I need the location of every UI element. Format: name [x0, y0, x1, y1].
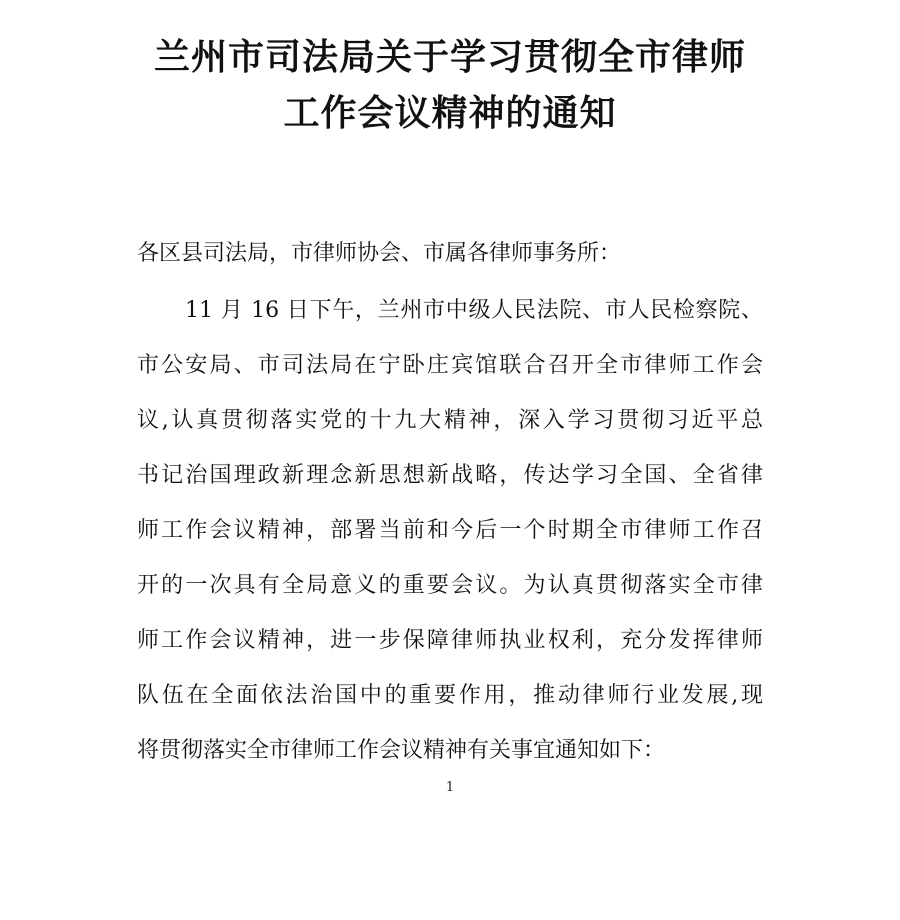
paragraph-line-3: 议,认真贯彻落实党的十九大精神，深入学习贯彻习近平总 [137, 408, 763, 433]
document-title [0, 30, 900, 142]
paragraph-line-2: 市公安局、市司法局在宁卧庄宾馆联合召开全市律师工作会 [137, 353, 763, 378]
paragraph-line-8: 队伍在全面依法治国中的重要作用，推动律师行业发展,现 [137, 683, 763, 708]
paragraph-line-5: 师工作会议精神，部署当前和今后一个时期全市律师工作召 [137, 518, 763, 543]
title-line-2: 工作会议精神的通知 [283, 93, 617, 134]
document-body [137, 233, 763, 778]
paragraph-line-1: 11 月 16 日下午，兰州市中级人民法院、市人民检察院、 [185, 298, 763, 323]
paragraph-line-7: 师工作会议精神，进一步保障律师执业权利，充分发挥律师 [137, 628, 763, 653]
page-number: 1 [445, 780, 455, 795]
title-line-1: 兰州市司法局关于学习贯彻全市律师 [153, 37, 746, 78]
paragraph-line-6: 开的一次具有全局意义的重要会议。为认真贯彻落实全市律 [137, 573, 763, 598]
paragraph-line-4: 书记治国理政新理念新思想新战略，传达学习全国、全省律 [137, 463, 763, 488]
body-paragraph [137, 283, 763, 778]
paragraph-line-9: 将贯彻落实全市律师工作会议精神有关事宜通知如下： [137, 738, 666, 763]
salutation: 各区县司法局，市律师协会、市属各律师事务所： [137, 241, 622, 266]
